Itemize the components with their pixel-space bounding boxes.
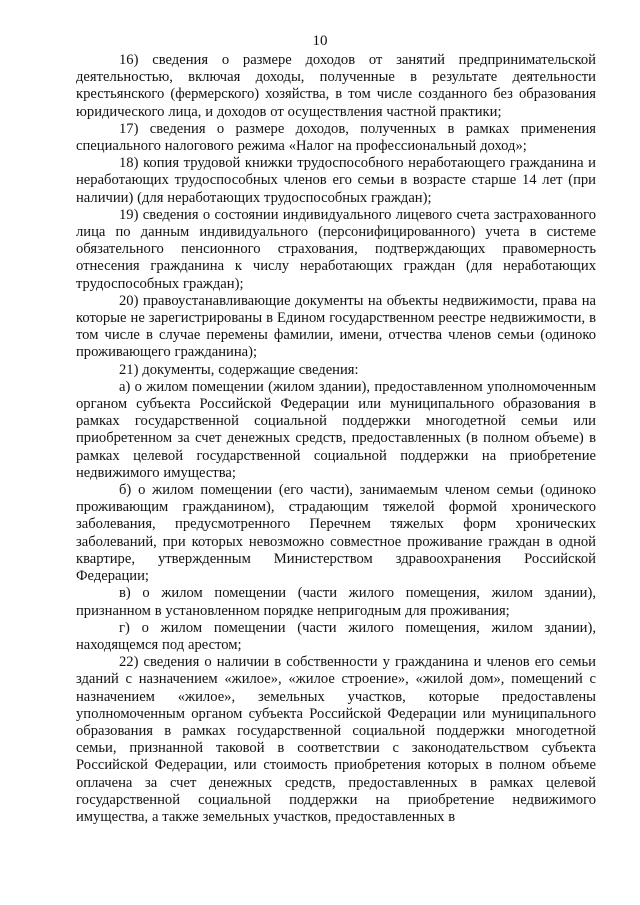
- paragraph-item-18: 18) копия трудовой книжки трудоспособного неработающего гражданина и неработающих трудоспособных членов его семьи в возрасте старше 14 лет (при наличии) (для неработающих трудоспособных граждан);: [76, 155, 596, 206]
- paragraph-item-22: 22) сведения о наличии в собственности у гражданина и членов его семьи зданий с назначением «жилое», «жилое строение», «жилой дом», помещений с назначением «жилое», земельных участков, которые предоставлены уполномоченным органом субъекта Российской Федерации или муниципального образования в рамках государственной социальной поддержки многодетной семьи, признанной таковой в соответствии с законодательством субъекта Российской Федерации, или стоимость приобретения которых в полном объеме оплачена за счет денежных средств, предоставленных в рамках целевой государственной социальной поддержки на приобретение недвижимого имущества, а также земельных участков, предоставленных в: [76, 654, 596, 825]
- paragraph-item-19: 19) сведения о состоянии индивидуального лицевого счета застрахованного лица по данным индивидуального (персонифицированного) учета в системе обязательного пенсионного страхования, подтверждающих правомерность отнесения гражданина к числу неработающих граждан (для неработающих трудоспособных граждан);: [76, 206, 596, 292]
- paragraph-item-17: 17) сведения о размере доходов, полученных в рамках применения специального налогового режима «Налог на профессиональный доход»;: [76, 120, 596, 155]
- paragraph-item-21b: б) о жилом помещении (его части), занимаемым членом семьи (одиноко проживающим гражданином), страдающим тяжелой формой хронического заболевания, предусмотренного Перечнем тяжелых форм хронических заболеваний, при которых невозможно совместное проживание граждан в одной квартире, утвержденным Министерством здравоохранения Российской Федерации;: [76, 482, 596, 585]
- paragraph-item-21: 21) документы, содержащие сведения:: [119, 361, 359, 378]
- paragraph-item-16: 16) сведения о размере доходов от занятий предпринимательской деятельностью, включая доходы, полученные в результате деятельности крестьянского (фермерского) хозяйства, в том числе созданного без образования юридического лица, и доходов от осуществления частной практики;: [76, 52, 596, 120]
- document-body: [76, 52, 596, 826]
- paragraph-item-21a: а) о жилом помещении (жилом здании), предоставленном уполномоченным органом субъекта Российской Федерации или муниципального образования в рамках государственной социальной поддержки многодетной семьи или приобретенном за счет денежных средств, предоставленных (в полном объеме) в рамках целевой государственной социальной поддержки на приобретение недвижимого имущества;: [76, 378, 596, 481]
- paragraph-item-21v: в) о жилом помещении (части жилого помещения, жилом здании), признанном в установленном порядке непригодным для проживания;: [76, 585, 596, 619]
- page-number: 10: [312, 33, 328, 49]
- paragraph-item-21g: г) о жилом помещении (части жилого помещения, жилом здании), находящемся под арестом;: [76, 619, 596, 653]
- paragraph-item-20: 20) правоустанавливающие документы на объекты недвижимости, права на которые не зарегистрированы в Едином государственном реестре недвижимости, в том числе в случае перемены фамилии, имени, отчества членов семьи (одиноко проживающего гражданина);: [76, 292, 596, 361]
